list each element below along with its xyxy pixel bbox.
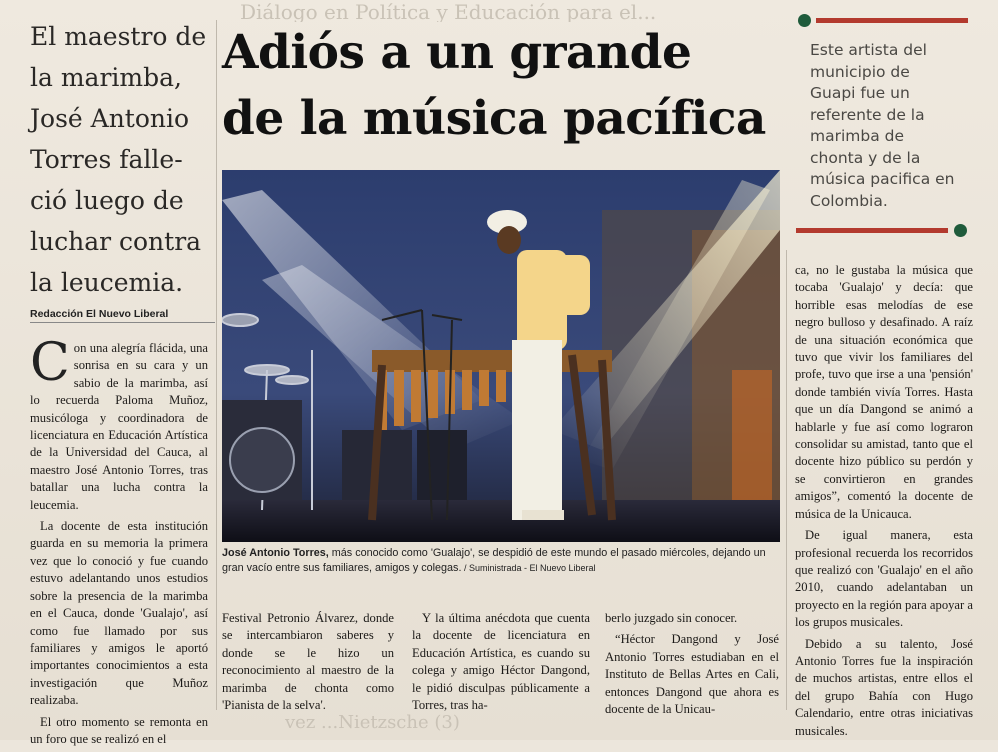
drop-cap: C: [30, 333, 70, 393]
paragraph: La docente de esta institución guarda en su memoria la primera vez que lo conoció y fue cuando estuvo adelantando unos estudios sobre la presencia de la marimba en el Cauca, donde 'Gualajo', así como fue llamado por sus familiares y amigos le aportó importantes conocimientos a esta investigación que Muñoz realizaba.: [30, 519, 208, 708]
subtitle-line: la leucemia.: [30, 268, 184, 297]
headline-line: de la música pacífica: [222, 91, 766, 146]
red-rule-top: [816, 18, 968, 23]
subtitle-line: José Antonio: [30, 104, 190, 133]
subtitle-line: El maestro de: [30, 22, 207, 51]
paragraph: [30, 333, 208, 514]
article-column-4: [605, 610, 779, 722]
photo-caption: [222, 546, 778, 576]
paragraph: Debido a su talento, José Antonio Torres fue la inspiración de muchos artistas, entre ellos el del grupo Bahía con Hugo Calendario, entre otras iniciativas musicales.: [795, 636, 973, 738]
paragraph: berlo juzgado sin conocer.: [605, 611, 738, 625]
article-column-3: [412, 610, 590, 718]
byline: Redacción El Nuevo Liberal: [30, 308, 215, 323]
subtitle-line: ció luego de: [30, 186, 184, 215]
bleed-through-text-bottom: vez ...Nietzsche (3): [285, 712, 460, 733]
red-rule-bottom: [796, 228, 948, 233]
green-dot-icon: [954, 224, 967, 237]
caption-text: más conocido como 'Gualajo', se despidió de este mundo el pasado miércoles, dejando un gran vacío entre sus familiares, amigos y colegas.: [222, 547, 766, 574]
caption-name: José Antonio Torres,: [222, 547, 329, 559]
green-dot-icon: [798, 14, 811, 27]
paragraph-text: on una alegría flácida, una sonrisa en su cara y un sabio de la marimba, así lo recuerda Paloma Muñoz, musicóloga y coordinadora de licenciatura en Educación Artística de la Universidad del Cauca, al maestro José Antonio Torres, tras batallar una lucha contra la leucemia.: [30, 341, 208, 512]
article-headline: [222, 20, 792, 152]
paragraph: “Héctor Dangond y José Antonio Torres estudiaban en el Instituto de Bellas Artes en Cali, entonces Dangond que ahora es docente de la Unicau-: [605, 632, 779, 717]
subtitle-line: Torres falle-: [30, 145, 183, 174]
column-divider: [786, 250, 787, 710]
paragraph: ca, no le gustaba la música que tocaba 'Gualajo' y decía: que horrible esas melodías de ese negro bulloso y desafinado. A raíz de una situación económica que tuvo que vivir los familiares del profe, tuvo que irse a una 'pensión' donde también vivía Torres. Hasta que un día Dangond se animó a hablarle y fue así como lograron consolidar su amistad, tanto que el docente hizo público su perdón y se convirtieron en grandes amigos”, comentó la docente de música de la Unicauca.: [795, 263, 973, 521]
article-column-1: [30, 333, 208, 752]
subtitle-line: la marimba,: [30, 63, 182, 92]
bleed-through-text-top: Diálogo en Política y Educación para el...: [240, 0, 657, 22]
paragraph: El otro momento se remonta en un foro que se realizó en el: [30, 714, 208, 746]
pull-quote: [796, 14, 972, 236]
column-divider: [216, 20, 217, 710]
concert-photo: [222, 170, 780, 542]
paragraph: Festival Petronio Álvarez, donde se intercambiaron saberes y donde se le hizo un reconocimiento al maestro de la marimba de chonta como 'Pianista de la selva'.: [222, 611, 394, 713]
headline-line: Adiós a un grande: [222, 25, 692, 80]
paragraph: Y la última anécdota que cuenta la docente de licenciatura en Educación Artística, es cuando su colega y amigo Héctor Dangond, le pidió disculpas públicamente a Torres, tras ha-: [412, 611, 590, 713]
caption-credit: / Suministrada - El Nuevo Liberal: [461, 563, 596, 573]
marimba-player-illustration: [222, 170, 780, 542]
article-column-5: [795, 262, 973, 744]
subtitle-line: luchar contra: [30, 227, 202, 256]
article-column-2: [222, 610, 394, 718]
pull-quote-text: Este artista del municipio de Guapi fue un referente de la marimba de chonta y de la música pacifica en Colombia.: [810, 41, 955, 210]
paragraph: De igual manera, esta profesional recuerda los recorridos que realizó con 'Gualajo' en el año 2010, cuando adelantaban un proyecto en la región para apoyar a los grupos musicales.: [795, 528, 973, 630]
article-subtitle: [30, 16, 215, 303]
